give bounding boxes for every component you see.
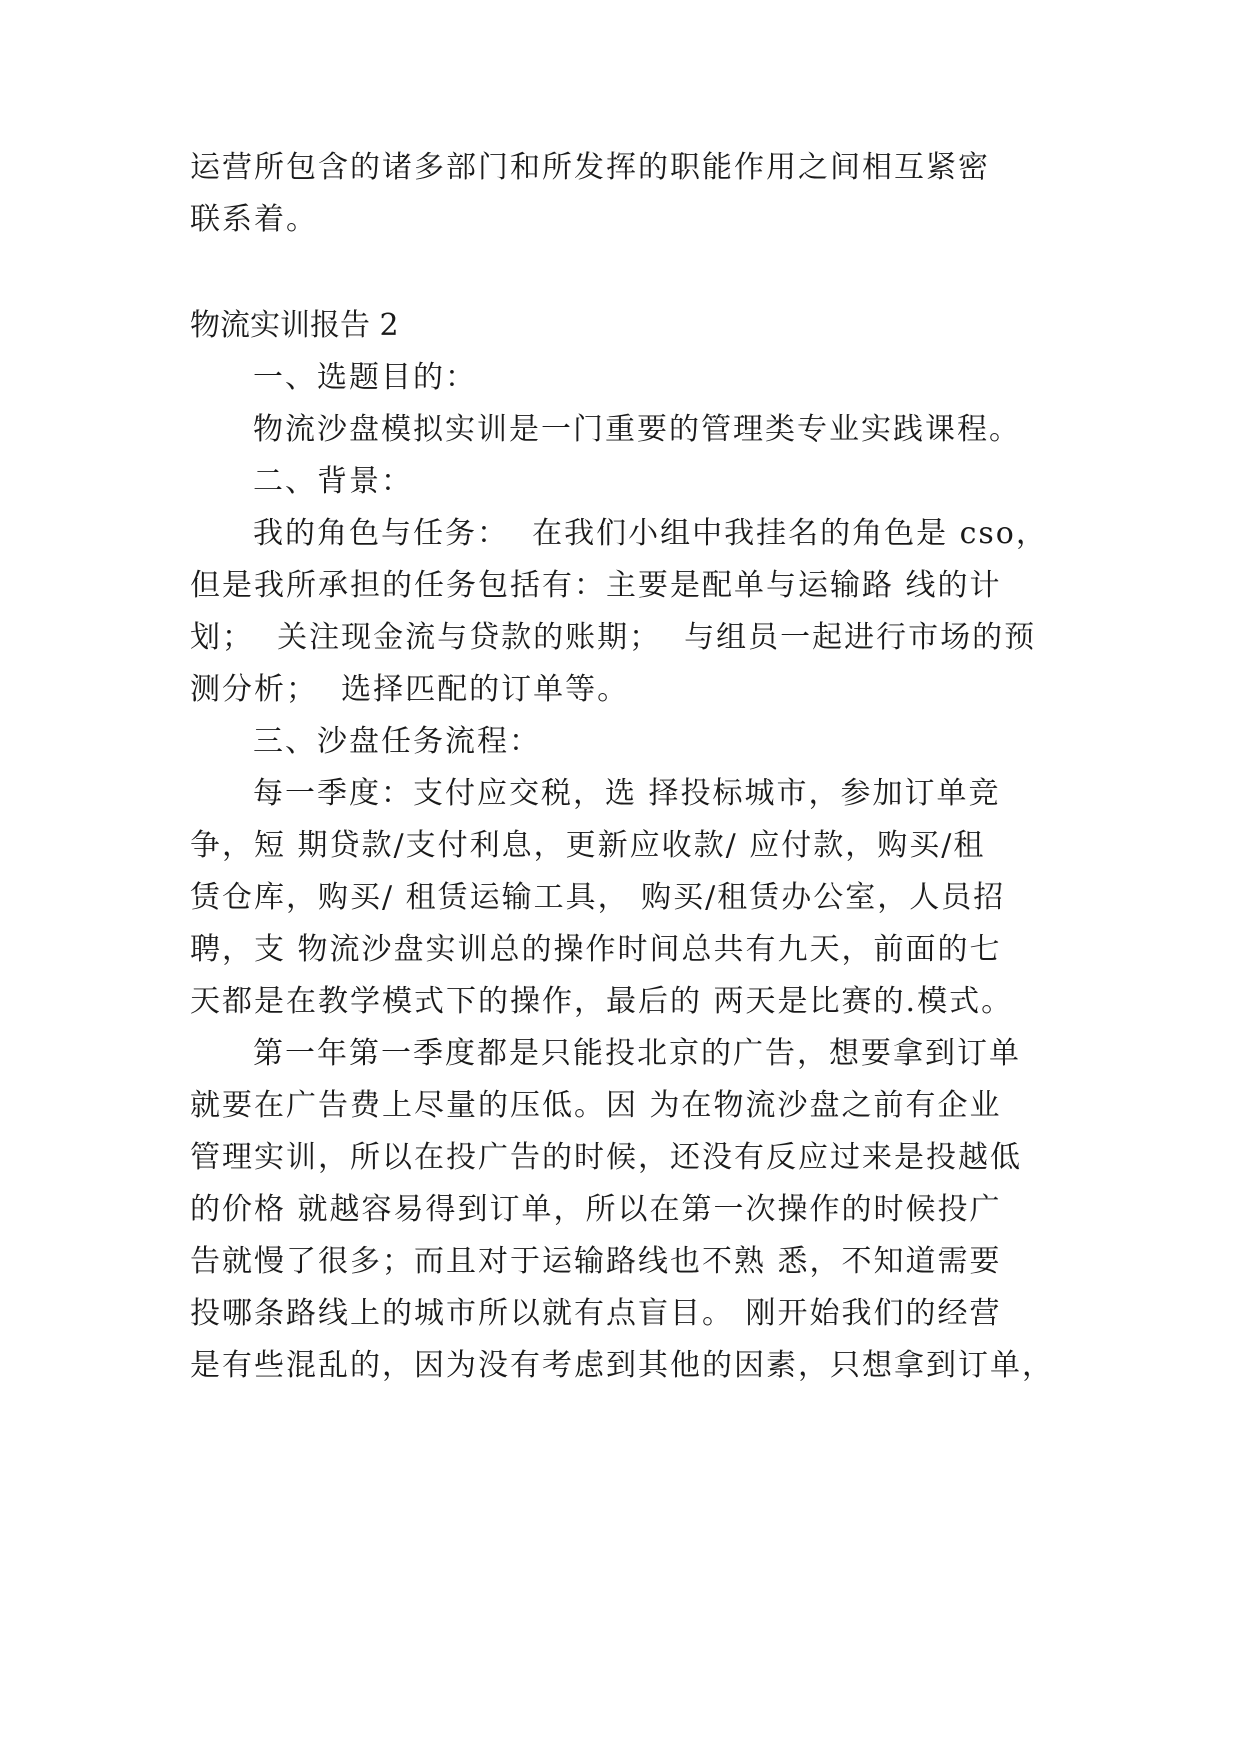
intro-line-2: 联系着。 [190,202,318,237]
paragraph-line: 争，短 期贷款/支付利息，更新应收款/ 应付款，购买/租 [190,828,986,863]
paragraph-line: 我的角色与任务： 在我们小组中我挂名的角色是 cso， [253,516,1048,551]
section-heading-background: 二、背景： [253,464,413,499]
paragraph-line: 告就慢了很多；而且对于运输路线也不熟 悉，不知道需要 [190,1244,1002,1279]
paragraph-line: 第一年第一季度都是只能投北京的广告，想要拿到订单 [253,1036,1021,1071]
paragraph-line: 是有些混乱的，因为没有考虑到其他的因素，只想拿到订单， [190,1348,1054,1383]
section-heading-process: 三、沙盘任务流程： [253,724,541,759]
section-heading-purpose: 一、选题目的： [253,360,477,395]
paragraph-line: 物流沙盘模拟实训是一门重要的管理类专业实践课程。 [253,412,1021,447]
paragraph-line: 投哪条路线上的城市所以就有点盲目。 刚开始我们的经营 [190,1296,1002,1331]
report-title: 物流实训报告 2 [190,308,399,343]
paragraph-line: 赁仓库，购买/ 租赁运输工具， 购买/租赁办公室，人员招 [190,880,1006,915]
paragraph-line: 但是我所承担的任务包括有：主要是配单与运输路 线的计 [190,568,1002,603]
paragraph-line: 就要在广告费上尽量的压低。因 为在物流沙盘之前有企业 [190,1088,1002,1123]
intro-line-1: 运营所包含的诸多部门和所发挥的职能作用之间相互紧密 [190,150,990,185]
paragraph-line: 的价格 就越容易得到订单，所以在第一次操作的时候投广 [190,1192,1002,1227]
paragraph-line: 天都是在教学模式下的操作，最后的 两天是比赛的.模式。 [190,984,1014,1019]
paragraph-line: 管理实训，所以在投广告的时候，还没有反应过来是投越低 [190,1140,1022,1175]
paragraph-line: 划； 关注现金流与贷款的账期； 与组员一起进行市场的预 [190,620,1037,655]
paragraph-line: 聘，支 物流沙盘实训总的操作时间总共有九天，前面的七 [190,932,1002,967]
paragraph-line: 测分析； 选择匹配的订单等。 [190,672,630,707]
paragraph-line: 每一季度：支付应交税，选 择投标城市，参加订单竞 [253,776,1001,811]
